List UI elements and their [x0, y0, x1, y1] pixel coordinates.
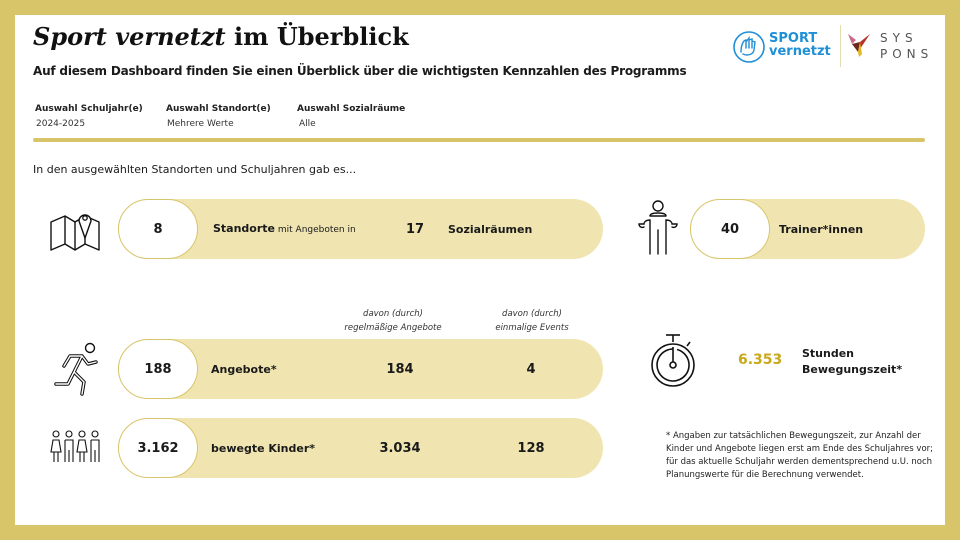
stopwatch-icon — [650, 332, 696, 388]
kinder-count: 3.162 — [118, 418, 198, 478]
column-regular-line2: regelmäßige Angebote — [344, 323, 442, 333]
standorte-pill — [118, 199, 603, 259]
column-regular-line1: davon (durch) — [363, 309, 423, 319]
trainer-count: 40 — [690, 199, 770, 259]
trainer-pill — [690, 199, 925, 259]
trainer-person-icon — [636, 198, 680, 258]
runner-icon — [50, 342, 102, 398]
syspons-line2: PONS — [880, 47, 934, 61]
filter-schuljahr-label: Auswahl Schuljahr(e) — [35, 104, 143, 114]
syspons-logo-icon — [846, 30, 872, 58]
standorte-label-main: Standorte — [213, 222, 276, 235]
bewegungszeit-value: 6.353 — [738, 352, 783, 368]
column-regular-header — [338, 307, 448, 335]
map-pin-icon — [48, 208, 102, 252]
standorte-label-suffix: mit Angeboten in — [275, 225, 356, 235]
filter-schuljahr-value[interactable]: 2024-2025 — [36, 119, 86, 129]
page-subtitle: Auf diesem Dashboard finden Sie einen Überblick über die wichtigsten Kennzahlen des Programms — [33, 64, 687, 78]
sozialraeume-count: 17 — [406, 222, 425, 237]
page-title — [33, 22, 409, 51]
bewegungszeit-line2: Bewegungszeit* — [802, 363, 903, 376]
logo-line-sport: SPORT — [769, 31, 818, 46]
angebote-label: Angebote* — [211, 363, 277, 376]
syspons-logo-text — [880, 30, 933, 62]
standorte-label — [213, 222, 356, 235]
filter-standort-label: Auswahl Standort(e) — [166, 104, 271, 114]
column-events-line2: einmalige Events — [495, 323, 569, 333]
trainer-label: Trainer*innen — [779, 223, 864, 236]
angebote-events-count: 4 — [526, 362, 536, 377]
sozialraeume-label: Sozialräumen — [448, 223, 533, 236]
standorte-count: 8 — [118, 199, 198, 259]
filter-sozialraeume-value[interactable]: Alle — [299, 119, 316, 129]
column-events-line1: davon (durch) — [502, 309, 562, 319]
kinder-events-count: 128 — [517, 441, 545, 456]
kinder-regular-count: 3.034 — [379, 441, 421, 456]
angebote-pill — [118, 339, 603, 399]
bewegungszeit-line1: Stunden — [802, 347, 855, 360]
sport-vernetzt-logo-text — [769, 32, 831, 58]
title-italic: Sport vernetzt — [33, 22, 226, 51]
kinder-label: bewegte Kinder* — [211, 442, 316, 455]
sport-vernetzt-logo-icon — [732, 30, 766, 64]
angebote-regular-count: 184 — [386, 362, 414, 377]
filter-sozialraeume-label: Auswahl Sozialräume — [297, 104, 406, 114]
filter-standort-value[interactable]: Mehrere Werte — [167, 119, 234, 129]
angebote-count: 188 — [118, 339, 198, 399]
kinder-pill — [118, 418, 603, 478]
section-divider — [33, 138, 925, 142]
title-rest: im Überblick — [225, 22, 409, 51]
children-group-icon — [50, 430, 102, 464]
syspons-line1: SYS — [880, 31, 918, 45]
bewegungszeit-label — [802, 346, 902, 378]
intro-text: In den ausgewählten Standorten und Schuljahren gab es... — [33, 163, 357, 176]
logo-line-vernetzt: vernetzt — [769, 44, 831, 59]
column-events-header — [480, 307, 584, 335]
footnote: * Angaben zur tatsächlichen Bewegungszeit, zur Anzahl der Kinder und Angebote liegen erst am Ende des Schuljahres vor; für das aktuelle Schuljahr werden dementsprechend u.U. noch Planungswerte für die Berechnung verwendet. — [666, 431, 934, 480]
logo-divider — [840, 25, 841, 67]
